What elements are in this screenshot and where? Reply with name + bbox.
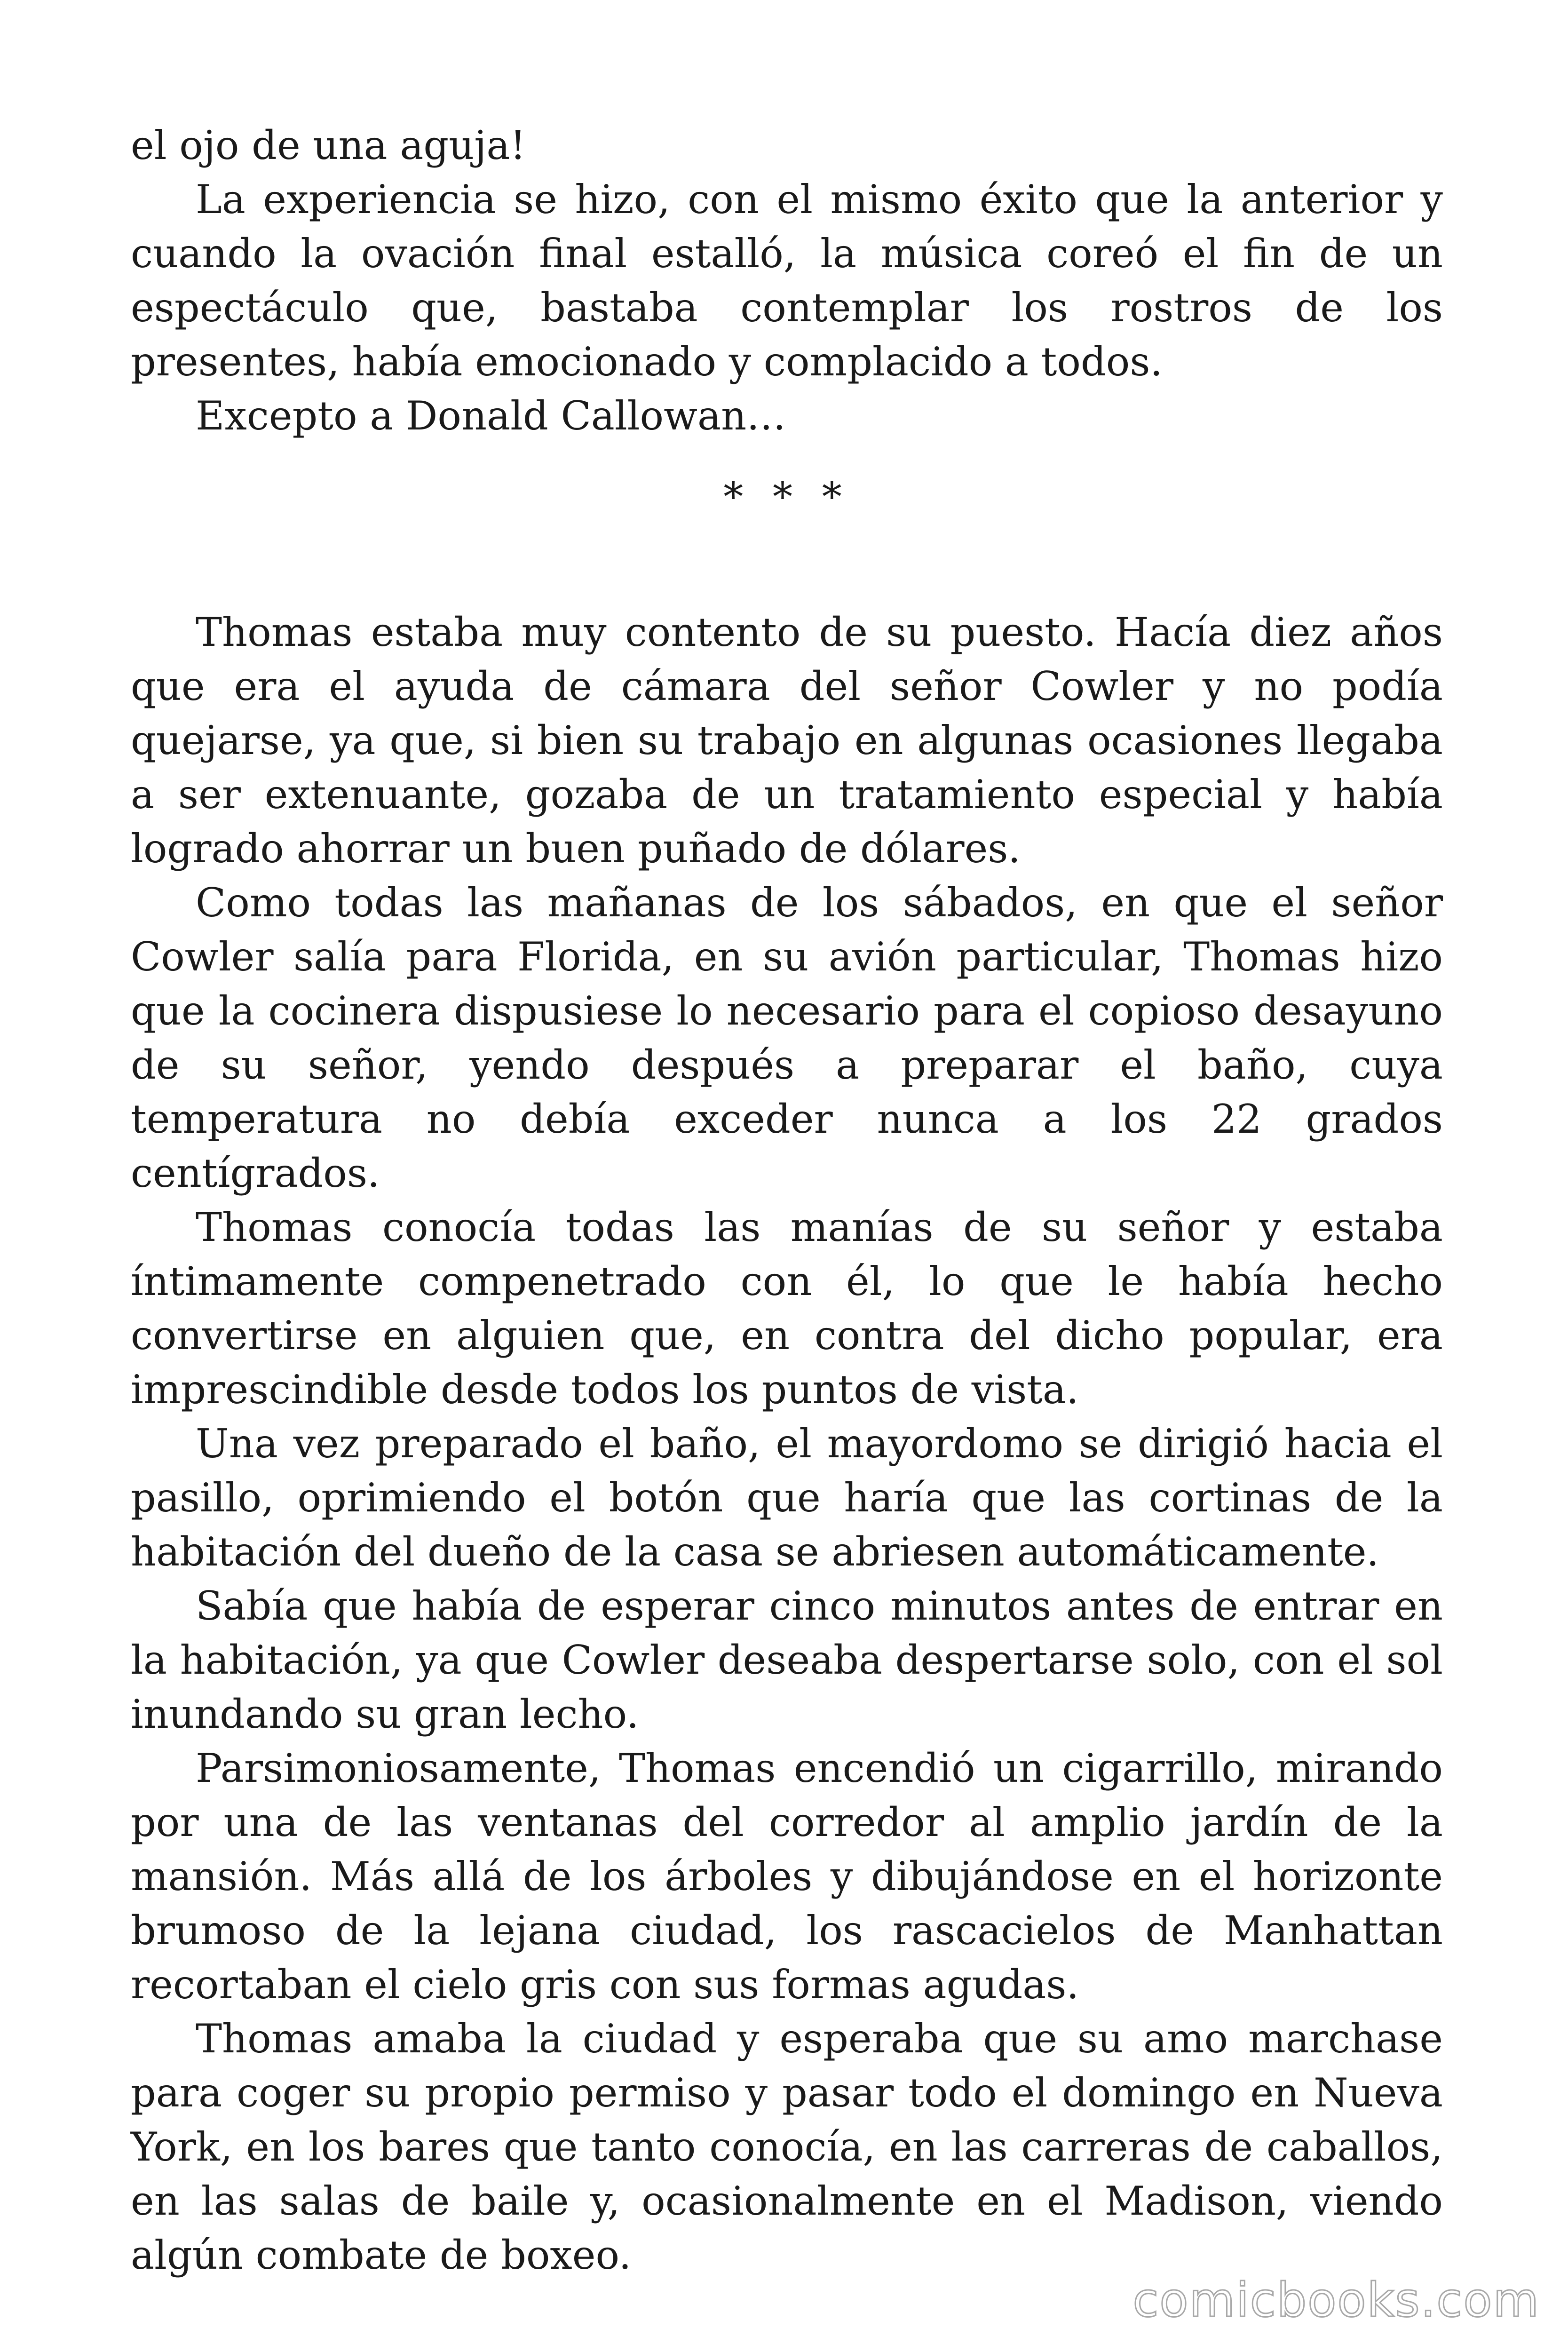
paragraph: Sabía que había de esperar cinco minutos antes de entrar en la habitación, ya que Cowler deseaba despertarse solo, con el sol inundando su gran lecho.	[131, 1583, 1443, 1737]
section-after-break	[131, 605, 1443, 2282]
paragraph: Excepto a Donald Callowan…	[196, 393, 786, 439]
section-before-break	[131, 119, 1443, 443]
paragraph: Thomas amaba la ciudad y esperaba que su amo marchase para coger su propio permiso y pasar todo el domingo en Nueva York, en los bares que tanto conocía, en las carreras de caballos, en las salas de baile y, ocasionalmente en el Madison, viendo algún combate de boxeo.	[131, 2016, 1443, 2278]
paragraph: Como todas las mañanas de los sábados, en que el señor Cowler salía para Florida, en su avión particular, Thomas hizo que la cocinera dispusiese lo necesario para el copioso desayuno de su señor, yendo después a preparar el baño, cuya temperatura no debía exceder nunca a los 22 grados centígrados.	[131, 880, 1443, 1196]
paragraph: Parsimoniosamente, Thomas encendió un cigarrillo, mirando por una de las ventanas del corredor al amplio jardín de la mansión. Más allá de los árboles y dibujándose en el horizonte brumoso de la lejana ciudad, los rascacielos de Manhattan recortaban el cielo gris con sus formas agudas.	[131, 1745, 1443, 2008]
watermark-logo: comicbooks.com	[1132, 2273, 1540, 2328]
paragraph: Thomas conocía todas las manías de su señor y estaba íntimamente compenetrado con él, lo que le había hecho convertirse en alguien que, en contra del dicho popular, era imprescindible desde todos los puntos de vista.	[131, 1204, 1443, 1413]
paragraph: Thomas estaba muy contento de su puesto. Hacía diez años que era el ayuda de cámara del señor Cowler y no podía quejarse, ya que, si bien su trabajo en algunas ocasiones llegaba a ser extenuante, gozaba de un tratamiento especial y había logrado ahorrar un buen puñado de dólares.	[131, 609, 1443, 872]
paragraph: el ojo de una aguja!	[131, 122, 526, 168]
paragraph: La experiencia se hizo, con el mismo éxito que la anterior y cuando la ovación final estalló, la música coreó el fin de un espectáculo que, bastaba contemplar los rostros de los presentes, había emocionado y complacido a todos.	[131, 176, 1443, 385]
paragraph: Una vez preparado el baño, el mayordomo se dirigió hacia el pasillo, oprimiendo el botón que haría que las cortinas de la habitación del dueño de la casa se abriesen automáticamente.	[131, 1421, 1443, 1575]
text-column	[131, 119, 1443, 2282]
section-separator: * * *	[723, 474, 850, 520]
